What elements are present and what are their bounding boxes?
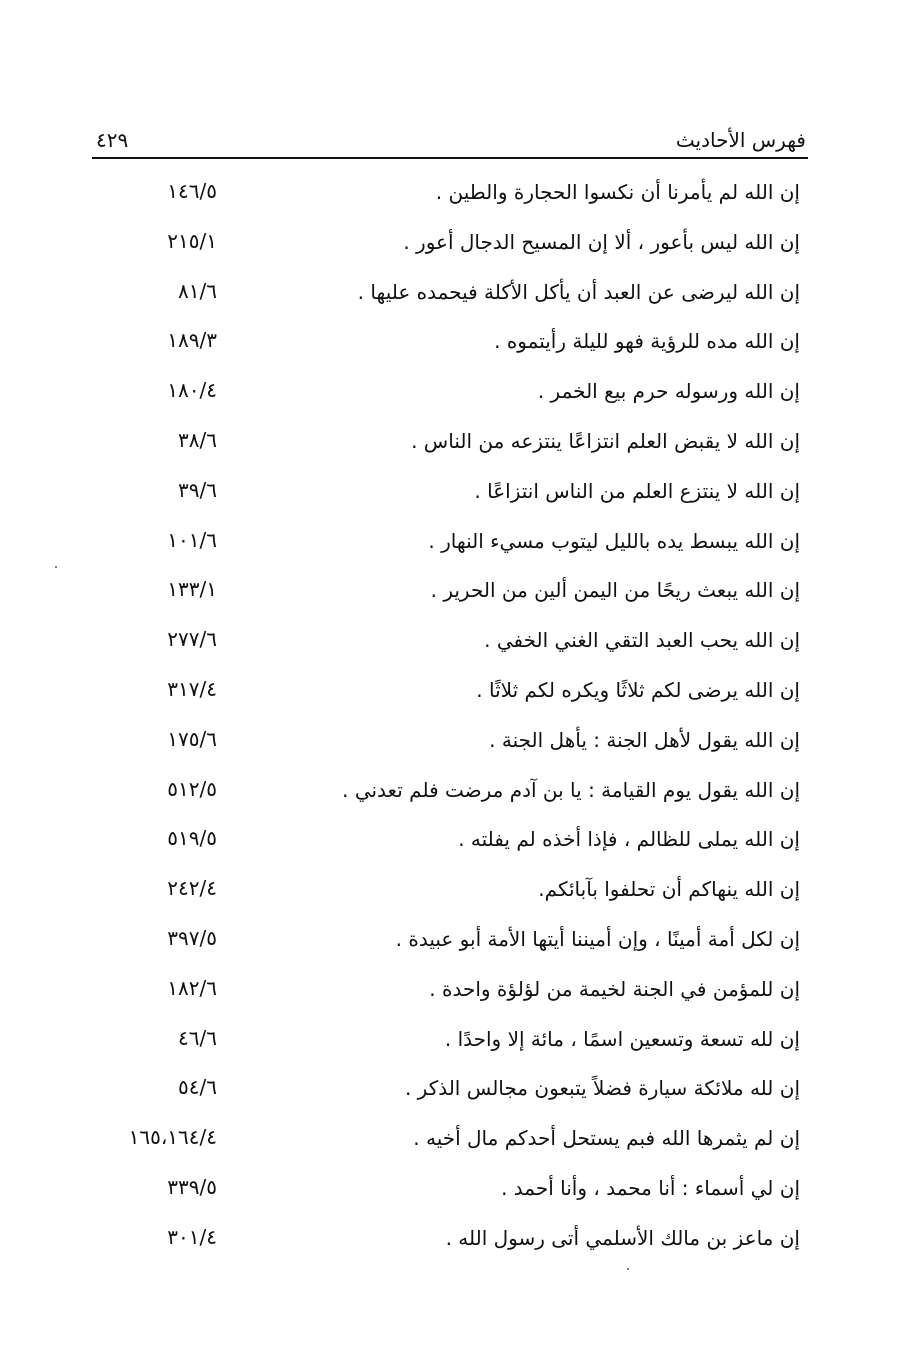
volume-page-reference: ٣٩/٦ <box>178 477 217 502</box>
index-entry <box>0 616 897 666</box>
volume-page-reference: ٣٠١/٤ <box>167 1224 217 1249</box>
volume-page-reference: ١٣٣/١ <box>167 577 217 602</box>
hadith-text: إن ماعز بن مالك الأسلمي أتى رسول الله . <box>445 1225 800 1250</box>
hadith-text: إن الله يقول لأهل الجنة : يأهل الجنة . <box>489 727 800 752</box>
index-entry <box>0 1214 897 1264</box>
index-entry <box>0 965 897 1015</box>
hadith-text: إن الله يبعث ريحًا من اليمن ألين من الحرير . <box>430 578 800 603</box>
index-entry <box>0 1015 897 1065</box>
scan-speck <box>627 1268 629 1270</box>
volume-page-reference: ٢١٥/١ <box>167 228 217 253</box>
hadith-text: إن الله يقول يوم القيامة : يا بن آدم مرضت فلم تعدني . <box>342 777 800 802</box>
volume-page-reference: ٣٩٧/٥ <box>167 925 217 950</box>
index-entry <box>0 1114 897 1164</box>
hadith-text: إن الله ورسوله حرم بيع الخمر . <box>537 379 800 404</box>
hadith-text: إن الله ليرضى عن العبد أن يأكل الأكلة فيحمده عليها . <box>357 279 800 304</box>
index-entry <box>0 467 897 517</box>
index-entry <box>0 716 897 766</box>
hadith-text: إن لم يثمرها الله فبم يستحل أحدكم مال أخيه . <box>413 1126 800 1151</box>
hadith-text: إن الله ليس بأعور ، ألا إن المسيح الدجال أعور . <box>403 229 800 254</box>
volume-page-reference: ١٨٩/٣ <box>167 328 217 353</box>
volume-page-reference: ٢٧٧/٦ <box>167 627 217 652</box>
index-entry <box>0 815 897 865</box>
hadith-text: إن الله لا ينتزع العلم من الناس انتزاعًا . <box>474 478 800 503</box>
scan-speck <box>55 566 57 568</box>
hadith-index-list <box>0 168 897 1264</box>
volume-page-reference: ١٨٢/٦ <box>167 975 217 1000</box>
volume-page-reference: ٣٨/٦ <box>178 427 217 452</box>
hadith-text: إن الله لا يقبض العلم انتزاعًا ينتزعه من الناس . <box>411 428 800 453</box>
hadith-text: إن للمؤمن في الجنة لخيمة من لؤلؤة واحدة . <box>429 976 800 1001</box>
hadith-text: إن الله ينهاكم أن تحلفوا بآبائكم. <box>538 877 800 902</box>
volume-page-reference: ٥١٩/٥ <box>167 826 217 851</box>
index-entry <box>0 517 897 567</box>
header-divider <box>92 157 808 159</box>
volume-page-reference: ١٨٠/٤ <box>167 378 217 403</box>
volume-page-reference: ١٠١/٦ <box>167 527 217 552</box>
hadith-text: إن لله ملائكة سيارة فضلاً يتبعون مجالس الذكر . <box>404 1076 800 1101</box>
volume-page-reference: ٥٤/٦ <box>178 1075 217 1100</box>
hadith-text: إن لي أسماء : أنا محمد ، وأنا أحمد . <box>501 1175 800 1200</box>
hadith-text: إن لكل أمة أمينًا ، وإن أميننا أيتها الأمة أبو عبيدة . <box>395 926 800 951</box>
page-number: ٤٢٩ <box>96 128 129 152</box>
index-entry <box>0 566 897 616</box>
index-entry <box>0 268 897 318</box>
index-entry <box>0 915 897 965</box>
volume-page-reference: ١٤٦/٥ <box>167 179 217 203</box>
hadith-text: إن لله تسعة وتسعين اسمًا ، مائة إلا واحدًا . <box>444 1026 800 1051</box>
index-entry <box>0 317 897 367</box>
index-entry <box>0 666 897 716</box>
volume-page-reference: ١٧٥/٦ <box>167 726 217 751</box>
index-entry <box>0 865 897 915</box>
volume-page-reference: ٥١٢/٥ <box>167 776 217 801</box>
hadith-text: إن الله مده للرؤية فهو لليلة رأيتموه . <box>494 329 800 354</box>
volume-page-reference: ٣٣٩/٥ <box>167 1174 217 1199</box>
hadith-text: إن الله يحب العبد التقي الغني الخفي . <box>484 628 800 653</box>
hadith-text: إن الله يبسط يده بالليل ليتوب مسيء النهار . <box>428 528 800 553</box>
volume-page-reference: ٤٦/٦ <box>178 1025 217 1050</box>
index-entry <box>0 367 897 417</box>
volume-page-reference: ١٦٥،١٦٤/٤ <box>128 1125 217 1150</box>
index-entry <box>0 766 897 816</box>
running-title: فهرس الأحاديث <box>675 128 806 152</box>
index-entry <box>0 168 897 218</box>
volume-page-reference: ٢٤٢/٤ <box>167 876 217 901</box>
volume-page-reference: ٨١/٦ <box>178 278 217 303</box>
index-entry <box>0 1064 897 1114</box>
index-entry <box>0 218 897 268</box>
hadith-text: إن الله يرضى لكم ثلاثًا ويكره لكم ثلاثًا . <box>476 677 800 702</box>
volume-page-reference: ٣١٧/٤ <box>167 676 217 701</box>
hadith-text: إن الله لم يأمرنا أن نكسوا الحجارة والطين . <box>435 180 800 204</box>
hadith-text: إن الله يملى للظالم ، فإذا أخذه لم يفلته . <box>458 827 800 852</box>
index-entry <box>0 417 897 467</box>
page-header <box>96 124 806 156</box>
index-entry <box>0 1164 897 1214</box>
